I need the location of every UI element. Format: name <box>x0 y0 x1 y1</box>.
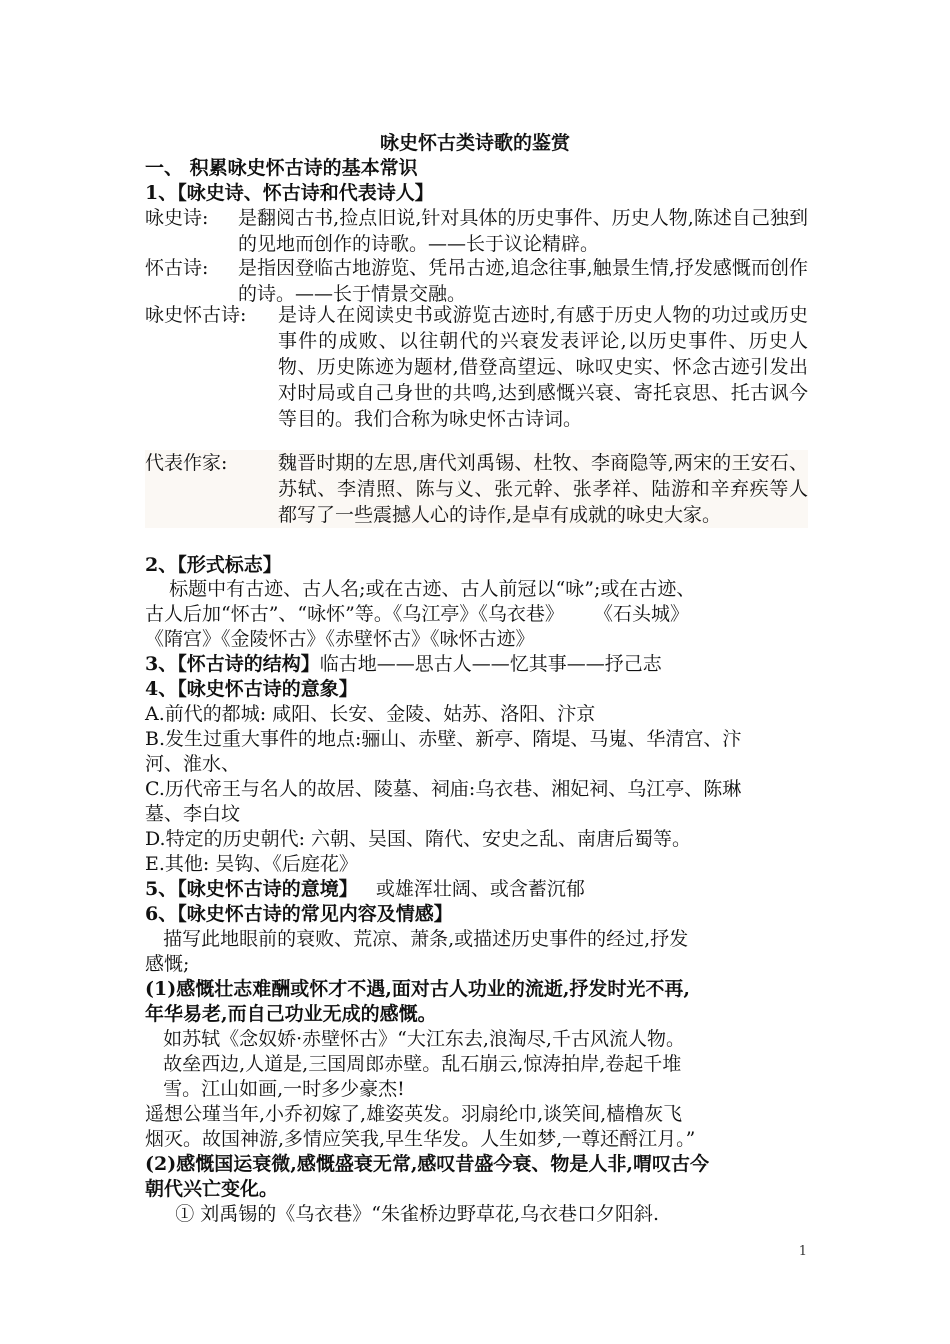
paragraph-line: 古人后加“怀古”、“咏怀”等。《乌江亭》《乌衣巷》 《石头城》 <box>145 603 690 625</box>
imagery-item: C.历代帝王与名人的故居、陵墓、祠庙:乌衣巷、湘妃祠、乌江亭、陈琳 <box>145 778 742 800</box>
imagery-item: 河、淮水、 <box>145 753 241 775</box>
mood-line <box>145 877 585 902</box>
example-line: 雪。江山如画,一时多少豪杰! <box>145 1078 405 1100</box>
document-title: 咏史怀古类诗歌的鉴赏 <box>379 132 570 154</box>
imagery-item: A.前代的都城: 咸阳、长安、金陵、姑苏、洛阳、汴京 <box>145 703 596 725</box>
subsection-heading: 3、【怀古诗的结构】 <box>145 653 320 675</box>
structure-text: 临古地——思古人——忆其事——抒己志 <box>319 653 662 675</box>
imagery-item: D.特定的历史朝代: 六朝、吴国、隋代、安史之乱、南唐后蜀等。 <box>145 828 692 850</box>
section-heading: 一、 积累咏史怀古诗的基本常识 <box>145 157 418 179</box>
definition-block <box>145 255 808 307</box>
example-line: 故垒西边,人道是,三国周郎赤壁。乱石崩云,惊涛拍岸,卷起千堆 <box>145 1053 682 1075</box>
definition-block <box>145 302 808 432</box>
example-line: 遥想公瑾当年,小乔初嫁了,雄姿英发。羽扇纶巾,谈笑间,樯橹灰飞 <box>145 1103 683 1125</box>
structure-line <box>145 652 662 677</box>
example-line: 烟灭。故国神游,多情应笑我,早生华发。人生如梦,一尊还酹江月。” <box>145 1128 696 1150</box>
point-heading: (2)感慨国运衰微,感慨盛衰无常,感叹昔盛今衰、物是人非,喟叹古今 <box>145 1153 710 1175</box>
definition-term: 怀古诗: <box>145 257 209 279</box>
page-number: 1 <box>798 1244 807 1259</box>
definition-block <box>145 205 808 257</box>
subsection-heading: 2、【形式标志】 <box>145 554 282 576</box>
point-heading: (1)感慨壮志难酬或怀才不遇,面对古人功业的流逝,抒发时光不再, <box>145 978 691 1000</box>
definition-term: 咏史怀古诗: <box>145 304 247 326</box>
definition-block <box>145 450 808 528</box>
example-line: 如苏轼《念奴娇·赤壁怀古》“大江东去,浪淘尽,千古风流人物。 <box>145 1028 685 1050</box>
definition-term: 代表作家: <box>145 452 228 474</box>
paragraph-line: 感慨; <box>145 953 190 975</box>
definition-text: 是诗人在阅读史书或游览古迹时,有感于历史人物的功过或历史事件的成败、以往朝代的兴衰发表评论,以历史事件、历史人物、历史陈迹为题材,借登高望远、咏叹史实、怀念古迹引发出对时局或自己身世的共鸣,达到感慨兴衰、寄托哀思、托古讽今等目的。我们合称为咏史怀古诗词。 <box>278 304 808 430</box>
subsection-heading: 1、【咏史诗、怀古诗和代表诗人】 <box>145 182 434 204</box>
definition-text: 魏晋时期的左思,唐代刘禹锡、杜牧、李商隐等,两宋的王安石、苏轼、李清照、陈与义、张元幹、张孝祥、陆游和辛弃疾等人都写了一些震撼人心的诗作,是卓有成就的咏史大家。 <box>278 452 808 526</box>
paragraph-line: 标题中有古迹、古人名;或在古迹、古人前冠以“咏”;或在古迹、 <box>145 578 696 600</box>
point-heading: 朝代兴亡变化。 <box>145 1178 279 1200</box>
mood-text: 或雄浑壮阔、或含蓄沉郁 <box>357 878 585 900</box>
imagery-item: B.发生过重大事件的地点:骊山、赤壁、新亭、隋堤、马嵬、华清宫、汴 <box>145 728 742 750</box>
example-line: ① 刘禹锡的《乌衣巷》“朱雀桥边野草花,乌衣巷口夕阳斜. <box>145 1203 660 1225</box>
definition-text: 是翻阅古书,捡点旧说,针对具体的历史事件、历史人物,陈述自己独到的见地而创作的诗歌。——长于议论精辟。 <box>238 207 808 255</box>
subsection-heading: 5、【咏史怀古诗的意境】 <box>145 878 358 900</box>
definition-term: 咏史诗: <box>145 207 209 229</box>
paragraph-line: 《隋宫》《金陵怀古》《赤壁怀古》《咏怀古迹》 <box>145 628 535 650</box>
subsection-heading: 4、【咏史怀古诗的意象】 <box>145 678 358 700</box>
definition-text: 是指因登临古地游览、凭吊古迹,追念往事,触景生情,抒发感慨而创作的诗。——长于情景交融。 <box>238 257 808 305</box>
subsection-heading: 6、【咏史怀古诗的常见内容及情感】 <box>145 903 453 925</box>
imagery-item: 墓、李白坟 <box>145 803 241 825</box>
point-heading: 年华易老,而自己功业无成的感慨。 <box>145 1003 437 1025</box>
paragraph-line: 描写此地眼前的衰败、荒凉、萧条,或描述历史事件的经过,抒发 <box>145 928 689 950</box>
imagery-item: E.其他: 吴钩、《后庭花》 <box>145 853 358 875</box>
